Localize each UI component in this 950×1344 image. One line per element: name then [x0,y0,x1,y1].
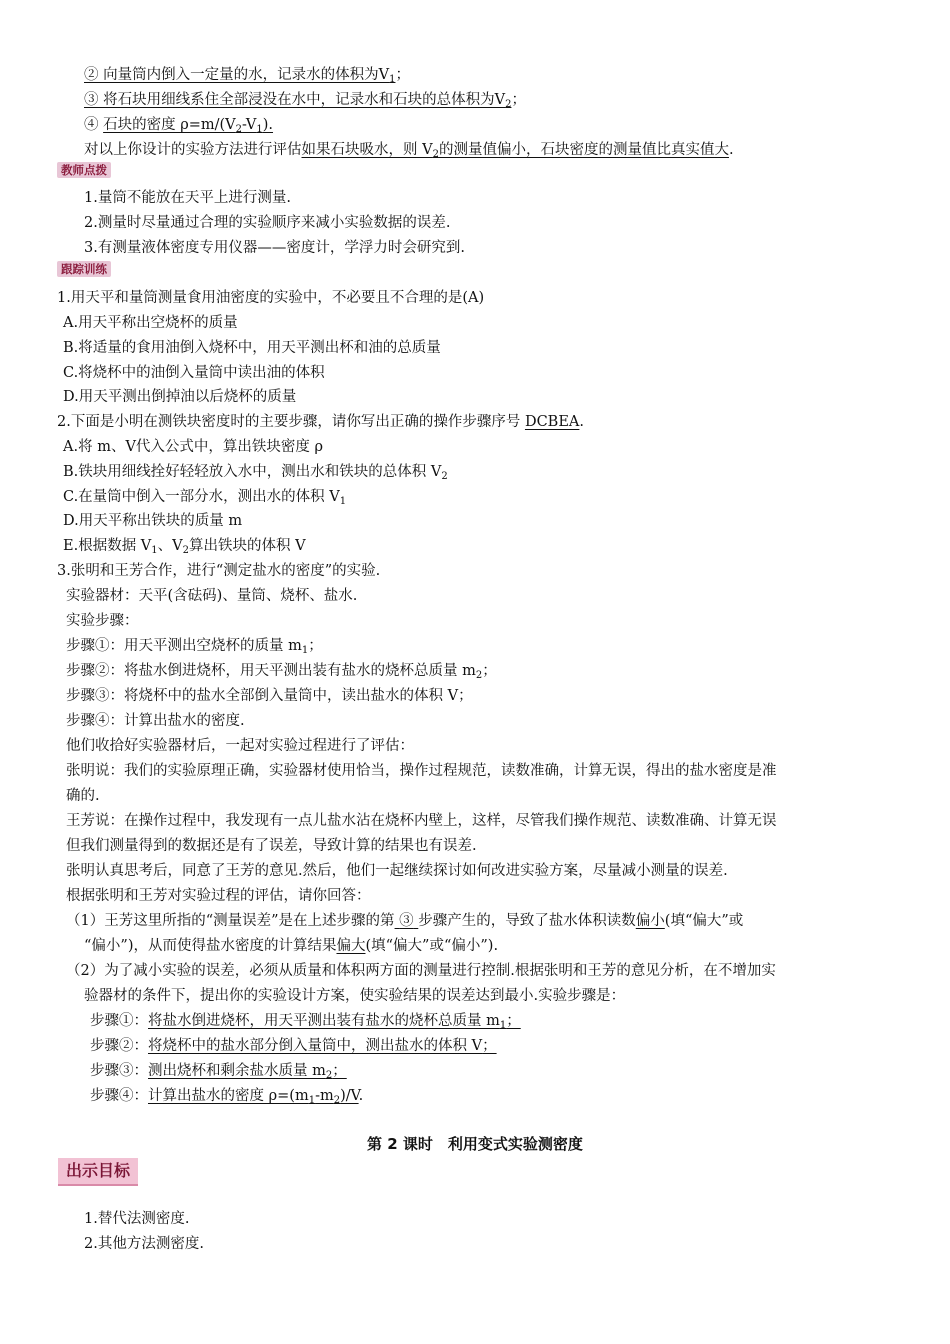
step-4: ④ 石块的密度 $\rho=m/(V_2-V_1)$. [84,117,274,135]
salt-step-1: 步骤①：用天平测出空烧杯的质量 $m_1$； [66,638,323,656]
improved-step-3: 步骤③：测出烧杯和剩余盐水质量 $m_2$； [90,1063,347,1081]
equipment: 实验器材：天平(含砝码)、量筒、烧杯、盐水. [66,588,358,604]
evaluation: 对以上你设计的实验方法进行评估如果石块吸水，则 $V_2$的测量值偏小，石块密度的测量值比真实值大. [84,142,734,160]
objective-item: 1.替代法测密度. [84,1211,190,1227]
answer-1-cont: “偏小”)，从而使得盐水密度的计算结果偏大(填“偏大”或“偏小”). [84,938,499,954]
question-1: 1.用天平和量筒测量食用油密度的实验中，不必要且不合理的是(A) [57,290,485,306]
question-3: 3.张明和王芳合作，进行“测定盐水的密度”的实验. [57,563,381,579]
paragraph: 他们收拾好实验器材后，一起对实验过程进行了评估： [66,738,414,754]
paragraph: 张明说：我们的实验原理正确，实验器材使用恰当，操作过程规范，读数准确，计算无误，得出的盐水密度是准 [66,763,777,779]
q1-option: D.用天平测出倒掉油以后烧杯的质量 [63,389,297,405]
answer-1: （1）王芳这里所指的“测量误差”是在上述步骤的第 ③ 步骤产生的，导致了盐水体积读数偏小(填“偏大”或 [66,913,744,929]
teacher-tip: 1.量筒不能放在天平上进行测量. [84,190,291,206]
teacher-tips-badge: 教师点拨 [57,162,111,178]
improved-step-4: 步骤④：计算出盐水的密度 $\rho=(m_1-m_2)/V$. [90,1088,364,1106]
paragraph: 确的. [66,788,100,804]
q2-option: D.用天平称出铁块的质量 m [63,513,243,529]
q1-option: B.将适量的食用油倒入烧杯中，用天平测出杯和油的总质量 [63,340,441,356]
salt-step-2: 步骤②：将盐水倒进烧杯，用天平测出装有盐水的烧杯总质量 $m_2$； [66,663,497,681]
paragraph: 根据张明和王芳对实验过程的评估，请你回答： [66,888,371,904]
paragraph: 但我们测量得到的数据还是有了误差，导致计算的结果也有误差. [66,838,477,854]
objectives-badge: 出示目标 [58,1158,138,1186]
objective-item: 2.其他方法测密度. [84,1236,204,1252]
practice-badge: 跟踪训练 [57,261,111,277]
question-2: 2.下面是小明在测铁块密度时的主要步骤，请你写出正确的操作步骤序号 DCBEA. [57,414,584,430]
q2-option: E.根据数据 $V_1$、$V_2$算出铁块的体积 V [63,538,306,556]
lesson-title: 第 2 课时 利用变式实验测密度 [367,1135,583,1153]
q2-option: C.在量筒中倒入一部分水，测出水的体积 $V_1$ [63,489,347,507]
answer-2: （2）为了减小实验的误差，必须从质量和体积两方面的测量进行控制.根据张明和王芳的意见分析，在不增加实 [66,963,776,979]
q2-option: A.将 m、V代入公式中，算出铁块密度 ρ [63,439,324,455]
paragraph: 王芳说：在操作过程中，我发现有一点儿盐水沾在烧杯内壁上，这样，尽管我们操作规范、读数准确、计算无误 [66,813,777,829]
salt-step-3: 步骤③：将烧杯中的盐水全部倒入量筒中，读出盐水的体积 V； [66,688,473,704]
teacher-tip: 2.测量时尽量通过合理的实验顺序来减小实验数据的误差. [84,215,451,231]
paragraph: 张明认真思考后，同意了王芳的意见.然后，他们一起继续探讨如何改进实验方案，尽量减小测量的误差. [66,863,728,879]
step-2: ② 向量筒内倒入一定量的水，记录水的体积为$V_1$； [84,67,410,85]
improved-step-1: 步骤①：将盐水倒进烧杯，用天平测出装有盐水的烧杯总质量 $m_1$； [90,1013,521,1031]
q2-option: B.铁块用细线拴好轻轻放入水中，测出水和铁块的总体积 $V_2$ [63,464,448,482]
answer-2-cont: 验器材的条件下，提出你的实验设计方案，使实验结果的误差达到最小.实验步骤是： [84,988,626,1004]
teacher-tip: 3.有测量液体密度专用仪器——密度计，学浮力时会研究到. [84,240,465,256]
improved-step-2: 步骤②：将烧杯中的盐水部分倒入量筒中，测出盐水的体积 V； [90,1038,497,1054]
step-3: ③ 将石块用细线系住全部浸没在水中，记录水和石块的总体积为$V_2$； [84,92,526,110]
steps-label: 实验步骤： [66,613,139,629]
salt-step-4: 步骤④：计算出盐水的密度. [66,713,245,729]
q1-option: A.用天平称出空烧杯的质量 [63,315,238,331]
q1-option: C.将烧杯中的油倒入量筒中读出油的体积 [63,365,325,381]
